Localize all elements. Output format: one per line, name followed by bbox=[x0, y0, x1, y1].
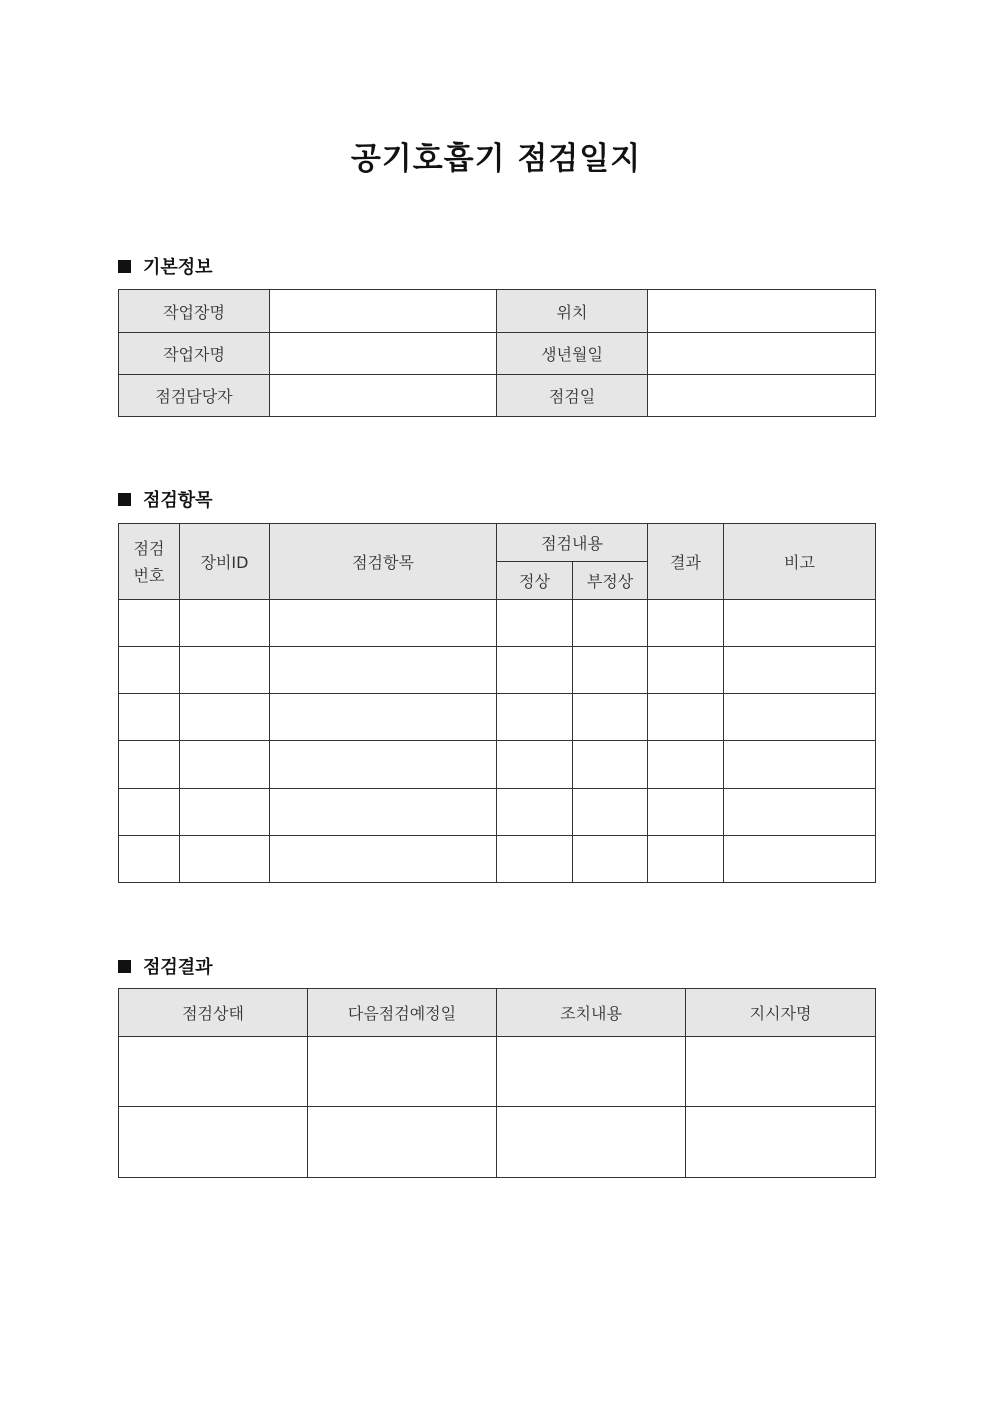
item-cell[interactable] bbox=[270, 741, 497, 789]
equipment-id-cell[interactable] bbox=[180, 789, 270, 836]
action-cell[interactable] bbox=[497, 1107, 686, 1178]
inspector-field[interactable] bbox=[270, 375, 497, 417]
action-cell[interactable] bbox=[497, 1037, 686, 1107]
abnormal-cell[interactable] bbox=[573, 694, 648, 741]
item-cell[interactable] bbox=[270, 600, 497, 647]
workplace-name-label: 작업장명 bbox=[119, 290, 270, 333]
table-row bbox=[119, 1037, 876, 1107]
table-row bbox=[119, 836, 876, 883]
next-date-cell[interactable] bbox=[308, 1037, 497, 1107]
equipment-id-cell[interactable] bbox=[180, 741, 270, 789]
col-header-normal: 정상 bbox=[497, 562, 573, 600]
number-cell[interactable] bbox=[119, 789, 180, 836]
remarks-cell[interactable] bbox=[724, 741, 876, 789]
section-heading-label: 점검항목 bbox=[143, 490, 213, 511]
table-row bbox=[119, 741, 876, 789]
table-header-row bbox=[119, 989, 876, 1037]
result-cell[interactable] bbox=[648, 836, 724, 883]
number-cell[interactable] bbox=[119, 600, 180, 647]
location-field[interactable] bbox=[648, 290, 876, 333]
table-row bbox=[119, 694, 876, 741]
normal-cell[interactable] bbox=[497, 741, 573, 789]
col-header-number-line1: 점검 bbox=[133, 538, 165, 558]
normal-cell[interactable] bbox=[497, 600, 573, 647]
abnormal-cell[interactable] bbox=[573, 789, 648, 836]
item-cell[interactable] bbox=[270, 694, 497, 741]
result-cell[interactable] bbox=[648, 600, 724, 647]
table-row bbox=[119, 375, 876, 417]
document-title: 공기호흡기 점검일지 bbox=[350, 141, 642, 177]
square-bullet-icon bbox=[118, 493, 131, 506]
table-header-row bbox=[119, 524, 876, 562]
section-heading-basic-info bbox=[118, 253, 213, 279]
col-header-result: 결과 bbox=[648, 524, 724, 600]
table-row bbox=[119, 333, 876, 375]
table-row bbox=[119, 600, 876, 647]
basic-info-table bbox=[118, 289, 876, 417]
remarks-cell[interactable] bbox=[724, 694, 876, 741]
col-header-number bbox=[119, 524, 180, 600]
birth-date-label: 생년월일 bbox=[497, 333, 648, 375]
item-cell[interactable] bbox=[270, 789, 497, 836]
table-row bbox=[119, 1107, 876, 1178]
worker-name-label: 작업자명 bbox=[119, 333, 270, 375]
abnormal-cell[interactable] bbox=[573, 600, 648, 647]
instructor-cell[interactable] bbox=[686, 1037, 876, 1107]
remarks-cell[interactable] bbox=[724, 647, 876, 694]
equipment-id-cell[interactable] bbox=[180, 647, 270, 694]
item-cell[interactable] bbox=[270, 836, 497, 883]
remarks-cell[interactable] bbox=[724, 789, 876, 836]
square-bullet-icon bbox=[118, 260, 131, 273]
col-header-instructor: 지시자명 bbox=[686, 989, 876, 1037]
result-cell[interactable] bbox=[648, 694, 724, 741]
item-cell[interactable] bbox=[270, 647, 497, 694]
normal-cell[interactable] bbox=[497, 647, 573, 694]
col-header-status: 점검상태 bbox=[119, 989, 308, 1037]
number-cell[interactable] bbox=[119, 836, 180, 883]
inspection-items-table bbox=[118, 523, 876, 883]
equipment-id-cell[interactable] bbox=[180, 600, 270, 647]
section-heading-label: 기본정보 bbox=[143, 257, 213, 278]
col-header-item: 점검항목 bbox=[270, 524, 497, 600]
col-header-abnormal: 부정상 bbox=[573, 562, 648, 600]
remarks-cell[interactable] bbox=[724, 836, 876, 883]
col-header-equipment-id: 장비ID bbox=[180, 524, 270, 600]
instructor-cell[interactable] bbox=[686, 1107, 876, 1178]
abnormal-cell[interactable] bbox=[573, 836, 648, 883]
inspector-label: 점검담당자 bbox=[119, 375, 270, 417]
next-date-cell[interactable] bbox=[308, 1107, 497, 1178]
col-header-next-date: 다음점검예정일 bbox=[308, 989, 497, 1037]
table-row bbox=[119, 647, 876, 694]
status-cell[interactable] bbox=[119, 1107, 308, 1178]
section-heading-label: 점검결과 bbox=[143, 957, 213, 978]
workplace-name-field[interactable] bbox=[270, 290, 497, 333]
normal-cell[interactable] bbox=[497, 694, 573, 741]
result-cell[interactable] bbox=[648, 741, 724, 789]
abnormal-cell[interactable] bbox=[573, 647, 648, 694]
section-heading-inspection-results bbox=[118, 953, 213, 979]
number-cell[interactable] bbox=[119, 647, 180, 694]
section-heading-inspection-items bbox=[118, 486, 213, 512]
equipment-id-cell[interactable] bbox=[180, 694, 270, 741]
col-header-remarks: 비고 bbox=[724, 524, 876, 600]
table-row bbox=[119, 789, 876, 836]
table-row bbox=[119, 290, 876, 333]
col-header-number-line2: 번호 bbox=[133, 565, 165, 585]
location-label: 위치 bbox=[497, 290, 648, 333]
worker-name-field[interactable] bbox=[270, 333, 497, 375]
remarks-cell[interactable] bbox=[724, 600, 876, 647]
status-cell[interactable] bbox=[119, 1037, 308, 1107]
result-cell[interactable] bbox=[648, 647, 724, 694]
result-cell[interactable] bbox=[648, 789, 724, 836]
inspection-date-field[interactable] bbox=[648, 375, 876, 417]
abnormal-cell[interactable] bbox=[573, 741, 648, 789]
col-header-content: 점검내용 bbox=[497, 524, 648, 562]
number-cell[interactable] bbox=[119, 741, 180, 789]
equipment-id-cell[interactable] bbox=[180, 836, 270, 883]
inspection-results-table bbox=[118, 988, 876, 1178]
birth-date-field[interactable] bbox=[648, 333, 876, 375]
number-cell[interactable] bbox=[119, 694, 180, 741]
inspection-date-label: 점검일 bbox=[497, 375, 648, 417]
normal-cell[interactable] bbox=[497, 836, 573, 883]
col-header-action: 조치내용 bbox=[497, 989, 686, 1037]
normal-cell[interactable] bbox=[497, 789, 573, 836]
square-bullet-icon bbox=[118, 960, 131, 973]
